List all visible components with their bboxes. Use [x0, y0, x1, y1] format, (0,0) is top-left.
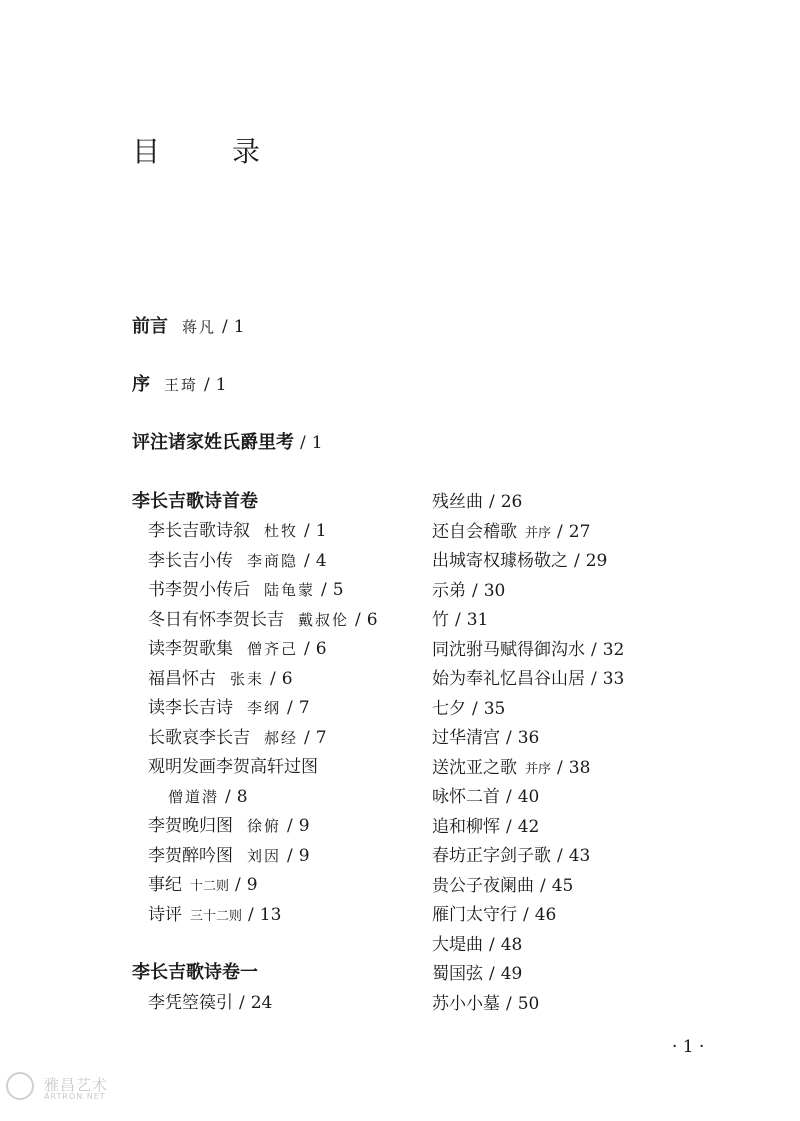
entry-author: 僧道潜 — [168, 787, 220, 806]
toc-entry — [432, 904, 556, 926]
page-separator: / — [304, 521, 310, 541]
page-separator: / — [270, 668, 276, 689]
entry-author: 蒋凡 — [182, 318, 217, 336]
entry-title: 事纪 — [148, 875, 182, 895]
entry-page: 32 — [602, 639, 625, 660]
entry-title: 蜀国弦 — [432, 964, 483, 984]
page-separator: / — [506, 787, 512, 807]
entry-title: 福昌怀古 — [148, 668, 216, 689]
toc-entry — [148, 579, 344, 601]
toc-entry — [432, 786, 539, 808]
entry-page: 9 — [246, 875, 258, 895]
toc-entry — [148, 668, 293, 690]
watermark — [6, 1068, 136, 1108]
page-separator: / — [472, 698, 478, 719]
page-separator: / — [355, 609, 361, 630]
toc-entry — [132, 316, 245, 338]
entry-title: 残丝曲 — [432, 492, 483, 512]
entry-page: 35 — [483, 698, 506, 719]
section-title: 李长吉歌诗卷一 — [132, 962, 258, 983]
entry-page: 1 — [311, 433, 323, 453]
entry-author: 李纲 — [247, 699, 282, 717]
toc-entry — [148, 609, 378, 631]
page-separator: / — [239, 993, 245, 1013]
page-separator: / — [304, 639, 310, 659]
toc-entry — [432, 875, 573, 897]
entry-title: 咏怀二首 — [432, 787, 500, 807]
toc-entry — [148, 727, 327, 749]
toc-entry — [432, 609, 488, 631]
entry-note: 三十二则 — [190, 908, 243, 924]
toc-entry — [432, 668, 624, 690]
page-separator: / — [574, 551, 580, 571]
entry-page: 46 — [534, 905, 557, 925]
page-separator: / — [489, 492, 495, 512]
entry-title: 过华清宫 — [432, 728, 500, 748]
toc-entry — [132, 374, 227, 396]
entry-title: 李凭箜篌引 — [148, 993, 233, 1013]
entry-page: 29 — [585, 551, 608, 571]
entry-author: 僧齐己 — [247, 640, 299, 658]
entry-page: 1 — [233, 317, 245, 337]
toc-entry — [432, 934, 522, 956]
entry-page: 9 — [298, 845, 310, 866]
toc-entry — [432, 993, 539, 1015]
entry-title: 大堤曲 — [432, 934, 483, 955]
toc-entry — [432, 550, 607, 572]
entry-note: 并序 — [525, 761, 552, 777]
watermark-text: 雅昌艺术 — [44, 1076, 109, 1094]
entry-title: 书李贺小传后 — [148, 580, 250, 600]
entry-author: 张耒 — [230, 669, 265, 688]
entry-title: 始为奉礼忆昌谷山居 — [432, 669, 585, 689]
entry-page: 6 — [366, 609, 378, 630]
entry-title: 示弟 — [432, 580, 466, 601]
entry-note: 并序 — [525, 525, 552, 541]
page-separator: / — [557, 521, 563, 542]
page-separator: / — [235, 875, 241, 895]
entry-author: 王琦 — [164, 376, 199, 394]
toc-entry — [148, 756, 318, 778]
entry-title: 前言 — [132, 316, 168, 337]
page-title: 目 录 — [132, 135, 283, 168]
entry-title: 苏小小墓 — [432, 993, 500, 1014]
entry-page: 4 — [315, 550, 327, 571]
entry-title: 冬日有怀李贺长吉 — [148, 609, 284, 630]
page-separator: / — [591, 639, 597, 660]
entry-title: 序 — [132, 374, 150, 395]
entry-title: 长歌哀李长吉 — [148, 727, 250, 748]
entry-author: 戴叔伦 — [298, 610, 350, 629]
entry-page: 42 — [517, 816, 540, 837]
entry-page: 13 — [259, 904, 282, 925]
toc-entry — [432, 580, 505, 602]
page-separator: / — [225, 786, 231, 807]
entry-author: 李商隐 — [247, 551, 299, 570]
entry-title: 观明发画李贺高轩过图 — [148, 757, 318, 777]
page-separator: / — [222, 317, 228, 337]
toc-section-heading — [132, 962, 258, 984]
page-separator: / — [248, 904, 254, 925]
page-separator: / — [300, 433, 306, 453]
entry-title: 诗评 — [148, 904, 182, 925]
page-separator: / — [489, 964, 495, 984]
entry-page: 43 — [568, 846, 591, 866]
entry-title: 李贺晚归图 — [148, 816, 233, 836]
entry-page: 36 — [517, 728, 540, 748]
entry-page: 30 — [483, 580, 506, 601]
entry-author: 杜牧 — [264, 522, 299, 540]
entry-title: 李长吉小传 — [148, 550, 233, 571]
entry-page: 40 — [517, 787, 540, 807]
entry-title: 评注诸家姓氏爵里考 — [132, 432, 294, 453]
toc-entry — [432, 698, 505, 720]
entry-page: 8 — [236, 786, 248, 807]
entry-title: 读李长吉诗 — [148, 698, 233, 718]
page-separator: / — [506, 816, 512, 837]
entry-author: 刘因 — [247, 846, 282, 865]
toc-entry — [432, 816, 539, 838]
section-title: 李长吉歌诗首卷 — [132, 491, 258, 512]
page-separator: / — [304, 727, 310, 748]
toc-entry — [132, 432, 323, 454]
entry-page: 45 — [551, 875, 574, 896]
toc-entry — [432, 639, 624, 661]
entry-author: 郝经 — [264, 728, 299, 747]
toc-entry — [432, 963, 522, 985]
toc-entry — [432, 491, 522, 513]
entry-title: 雁门太守行 — [432, 905, 517, 925]
entry-title: 李贺醉吟图 — [148, 845, 233, 866]
entry-title: 竹 — [432, 610, 449, 630]
entry-page: 1 — [315, 521, 327, 541]
toc-entry — [432, 845, 590, 867]
entry-page: 6 — [281, 668, 293, 689]
toc-entry — [148, 697, 310, 719]
page-separator: / — [557, 846, 563, 866]
entry-title: 送沈亚之歌 — [432, 757, 517, 778]
page-separator: / — [557, 757, 563, 778]
page-separator: / — [287, 816, 293, 836]
entry-title: 春坊正字剑子歌 — [432, 846, 551, 866]
page-separator: / — [591, 669, 597, 689]
entry-title: 李长吉歌诗叙 — [148, 521, 250, 541]
toc-entry — [148, 815, 310, 837]
entry-title: 追和柳恽 — [432, 816, 500, 837]
watermark-subtext: ARTRON.NET — [44, 1092, 106, 1101]
page-separator: / — [204, 375, 210, 395]
toc-entry — [148, 638, 327, 660]
toc-entry — [432, 757, 590, 781]
watermark-logo-icon — [6, 1072, 34, 1100]
entry-title: 贵公子夜阑曲 — [432, 875, 534, 896]
toc-entry — [148, 845, 310, 867]
entry-page: 38 — [568, 757, 591, 778]
entry-page: 6 — [315, 639, 327, 659]
page-number: · 1 · — [672, 1037, 705, 1057]
page-separator: / — [304, 550, 310, 571]
entry-title: 同沈驸马赋得御沟水 — [432, 639, 585, 660]
entry-page: 7 — [315, 727, 327, 748]
toc-entry — [148, 904, 281, 928]
entry-page: 7 — [298, 698, 310, 718]
entry-author: 陆龟蒙 — [264, 581, 316, 599]
entry-page: 49 — [500, 964, 523, 984]
toc-entry — [168, 786, 248, 808]
page-separator: / — [287, 698, 293, 718]
page-separator: / — [321, 580, 327, 600]
entry-page: 5 — [332, 580, 344, 600]
page-separator: / — [523, 905, 529, 925]
entry-title: 出城寄权璩杨敬之 — [432, 551, 568, 571]
entry-page: 48 — [500, 934, 523, 955]
page-separator: / — [506, 728, 512, 748]
toc-entry — [148, 874, 258, 898]
entry-page: 1 — [215, 375, 227, 395]
entry-title: 读李贺歌集 — [148, 639, 233, 659]
entry-title: 七夕 — [432, 698, 466, 719]
toc-entry — [432, 727, 539, 749]
toc-entry — [148, 992, 272, 1014]
page-separator: / — [506, 993, 512, 1014]
toc-entry — [148, 550, 327, 572]
entry-note: 十二则 — [190, 879, 230, 894]
entry-author: 徐俯 — [247, 817, 282, 835]
entry-page: 31 — [466, 610, 489, 630]
entry-page: 33 — [602, 669, 625, 689]
toc-entry — [148, 520, 327, 542]
toc-entry — [432, 521, 590, 545]
entry-page: 50 — [517, 993, 540, 1014]
toc-section-heading — [132, 491, 258, 513]
page-separator: / — [455, 610, 461, 630]
entry-page: 9 — [298, 816, 310, 836]
entry-page: 26 — [500, 492, 523, 512]
entry-page: 27 — [568, 521, 591, 542]
page-separator: / — [489, 934, 495, 955]
entry-title: 还自会稽歌 — [432, 521, 517, 542]
page-separator: / — [540, 875, 546, 896]
page-separator: / — [472, 580, 478, 601]
entry-page: 24 — [250, 993, 273, 1013]
page-separator: / — [287, 845, 293, 866]
